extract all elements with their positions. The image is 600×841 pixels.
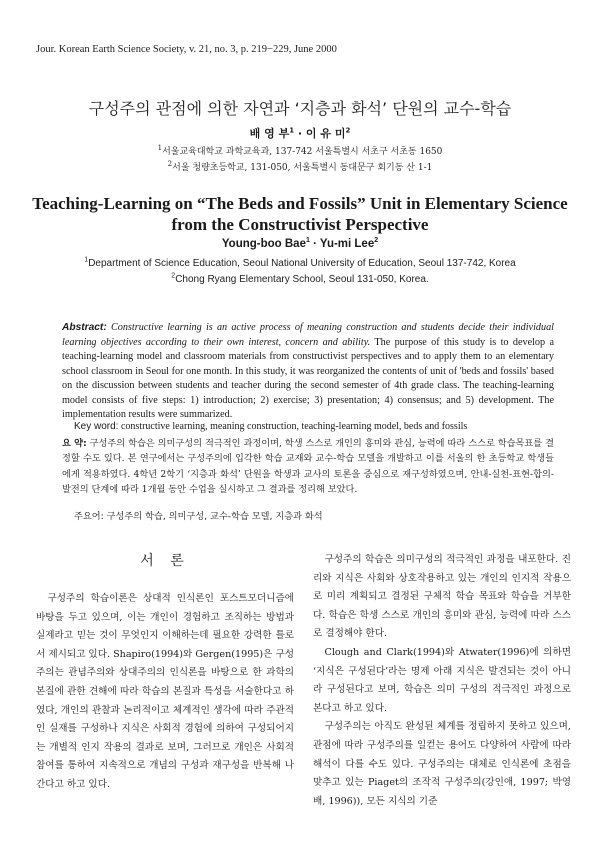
korean-key-words-label: 주요어: (74, 511, 104, 522)
section-heading: 서 론 (140, 553, 190, 569)
english-abstract (62, 321, 554, 423)
paragraph: 구성주의 학습이론은 상대적 인식론인 포스트모더니즘에 바탕을 두고 있으며, 이는 개인이 경험하고 조직하는 방법과 실제라고 믿는 것이 무엇인지 이해하는데 필요한 강력한 틀로서 제시되고 있다. Shapiro(1994)와 Gergen(1995)은 구성주의는 관념주의와 상대주의의 인식론을 바탕으로 한 과학의 본질에 관한 견해에 따라 학습의 본질과 특성을 서술한다고 하였다, 개인의 관찰과 논리적이고 체계적인 생각에 따라 주관적인 실재를 구성하나 지식은 사회적 경험에 의하여 구성되어지는 개별적 인지 작용의 결과로 보며, 그러므로 개인은 사회적 참여를 통하여 지속적으로 개념의 구성과 재구성을 반복해 나간다고 하고 있다. (36, 593, 295, 790)
korean-title: 구성주의 관점에 의한 자연과 ‘지층과 화석’ 단원의 교수-학습 (88, 99, 512, 118)
key-words (74, 421, 467, 432)
paragraph: Clough and Clark(1994)와 Atwater(1996)에 의하면 ‘지식은 구성된다’라는 명제 아래 지식은 발견되는 것이 아니라 구성된다고 보며, 학습은 의미 구성의 적극적인 과정으로 본다고 하고 있다. (313, 646, 571, 714)
author-1: Young-boo Bae (221, 238, 306, 250)
english-authors (0, 238, 600, 250)
korean-abstract (62, 436, 554, 497)
paragraph: 구성주의 학습은 의미구성의 적극적인 과정을 내포한다. 진리와 지식은 사회와 상호작용하고 있는 개인의 인지적 작용으로 미리 계획되고 결정된 구체적 학습 목표와 학습을 거부한다. 학습은 학생 스스로 개인의 흥미와 관심, 능력에 따라 스스로 결정해야 한다. (313, 554, 571, 640)
key-words-text: constructive learning, meaning construction, teaching-learning model, beds and fossils (120, 421, 468, 432)
affiliation-text: Department of Science Education, Seoul National University of Education, Seoul 137-742, Korea (88, 258, 516, 269)
korean-abstract-label: 요 약: (62, 438, 87, 449)
author-2-mark: 2 (345, 126, 351, 135)
affiliation-mark: 2 (171, 272, 176, 280)
affiliation-text: 서울 청량초등학교, 131-050, 서울특별시 동대문구 회기동 산 1-1 (172, 163, 433, 173)
author-2: Yu-mi Lee (319, 238, 375, 250)
english-affiliation-2 (0, 274, 600, 285)
korean-key-words-text: 구성주의 학습, 의미구성, 교수-학습 모델, 지층과 화석 (106, 511, 323, 522)
key-words-label: Key word: (74, 421, 119, 432)
english-title-line-2: from the Constructivist Perspective (171, 215, 429, 234)
author-2-mark: 2 (374, 237, 379, 245)
korean-affiliation-2 (0, 160, 600, 173)
abstract-body: The purpose of this study is to develop a teaching-learning model and classroom materials from constructivist perspectives and to apply them to an elementary school classroom in Seoul for one month. In this study, it was reorganized the contents of unit of 'beds and fossils' based on the discussion between students and teacher during the second semester of 4th grade class. The teaching-learning model consists of five steps: 1) introduction; 2) exercise; 3) presentation; 4) consensus; and 5) development. The implementation results were summarized. (62, 336, 554, 420)
author-1-mark: 1 (289, 126, 295, 135)
abstract-label: Abstract: (62, 322, 107, 333)
affiliation-text: Chong Ryang Elementary School, Seoul 131-050, Korea. (175, 274, 429, 285)
author-separator: · (294, 127, 306, 140)
left-column (36, 590, 294, 795)
paragraph: 구성주의는 아직도 완성된 체계를 정립하지 못하고 있으며, 관점에 따라 구성주의를 일컫는 용어도 다양하여 사람에 따라 해석이 다를 수도 있다. 구성주의는 대체로 인식론에 초점을 맞추고 있는 Piaget의 조작적 구성주의(강인애, 1997; 박영배, 1996)), 모든 지식의 기준 (313, 721, 571, 807)
english-title (0, 193, 600, 235)
korean-abstract-text: 구성주의 학습은 의미구성의 적극적인 과정이며, 학생 스스로 개인의 흥미와 관심, 능력에 따라 스스로 학습목표를 결정할 수도 있다. 본 연구에서는 구성주의에 입각한 학습 교재와 교수-학습 모델을 개발하고 이를 서울의 한 초등학교 학생들에게 적용하였다. 4학년 2학기 ‘지층과 화석’ 단원을 학생과 교사의 토론을 중심으로 재구성하였으며, 안내-실천-표현-합의-발전의 단계에 따라 1개월 동안 수업을 실시하고 그 결과를 정리해 보았다. (62, 438, 555, 495)
korean-affiliation-1 (0, 144, 600, 157)
english-title-line-1: Teaching-Learning on “The Beds and Fossils” Unit in Elementary Science (32, 194, 568, 213)
author-2: 이 유 미 (305, 127, 346, 140)
affiliation-mark: 2 (167, 160, 173, 168)
author-1: 배 영 부 (249, 127, 290, 140)
korean-key-words (74, 508, 323, 522)
abstract-lead: Constructive learning is an active process of meaning construction and students decide their individual learning objectives according to their own interest, concern and ability. (62, 322, 555, 348)
korean-authors (0, 125, 600, 141)
journal-citation: Jour. Korean Earth Science Society, v. 21, no. 3, p. 219−229, June 2000 (36, 44, 337, 55)
author-1-mark: 1 (305, 237, 310, 245)
affiliation-text: 서울교육대학교 과학교육과, 137-742 서울특별시 서초구 서초동 1650 (162, 147, 443, 157)
affiliation-mark: 1 (84, 256, 89, 264)
affiliation-mark: 1 (157, 144, 163, 152)
right-column (313, 551, 571, 811)
english-affiliation-1 (0, 258, 600, 269)
author-separator: · (309, 238, 320, 250)
